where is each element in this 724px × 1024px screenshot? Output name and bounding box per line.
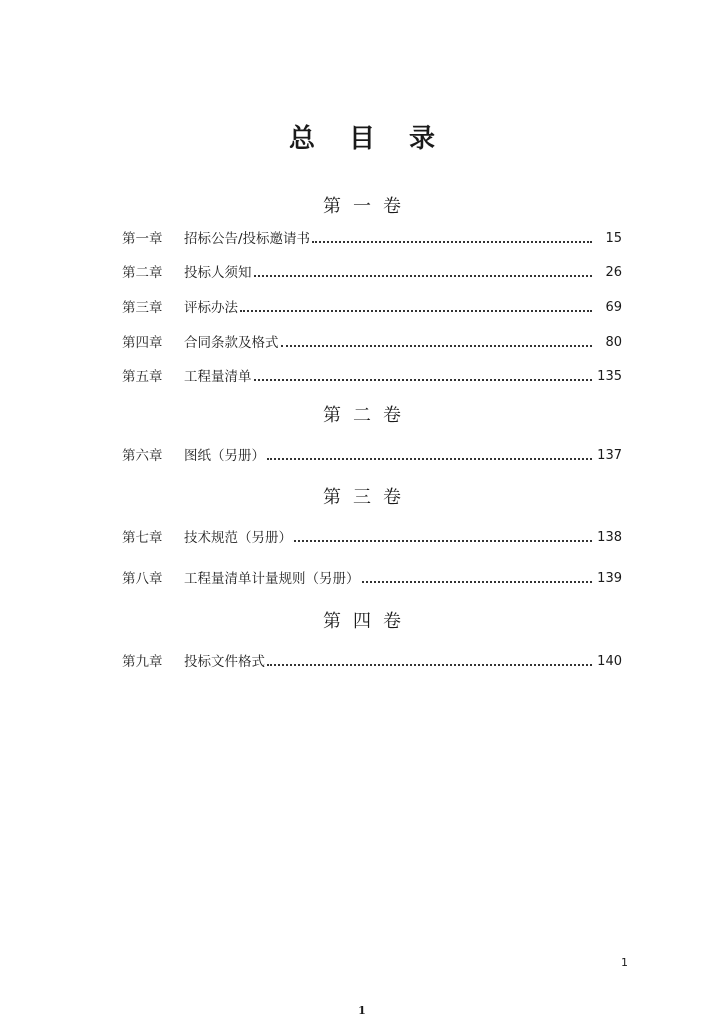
toc-entry[interactable] xyxy=(122,528,622,548)
dot-leader xyxy=(362,581,593,583)
chapter-page: 15 xyxy=(605,231,622,246)
chapter-number: 第六章 xyxy=(122,448,163,464)
chapter-number: 第三章 xyxy=(122,300,163,316)
dot-leader xyxy=(267,458,592,460)
toc-entry[interactable] xyxy=(122,333,622,353)
chapter-page: 139 xyxy=(597,571,622,586)
toc-entry[interactable] xyxy=(122,652,622,672)
chapter-number: 第二章 xyxy=(122,265,163,281)
dot-leader xyxy=(254,275,593,277)
dot-leader xyxy=(294,540,592,542)
chapter-number: 第八章 xyxy=(122,571,163,587)
volume-heading: 第四卷 xyxy=(323,611,413,632)
dot-leader xyxy=(281,345,593,347)
volume-heading: 第一卷 xyxy=(323,196,413,217)
chapter-number: 第九章 xyxy=(122,654,163,670)
chapter-page: 26 xyxy=(605,265,622,280)
toc-entry[interactable] xyxy=(122,263,622,283)
chapter-number: 第四章 xyxy=(122,335,163,351)
chapter-number: 第七章 xyxy=(122,530,163,546)
page-number: 1 xyxy=(621,956,628,969)
dot-leader xyxy=(240,310,592,312)
chapter-number: 第五章 xyxy=(122,369,163,385)
page-title: 总目录 xyxy=(288,124,469,154)
toc-entry[interactable] xyxy=(122,367,622,387)
chapter-page: 140 xyxy=(597,654,622,669)
dot-leader xyxy=(254,379,593,381)
chapter-title: 评标办法 xyxy=(184,300,238,316)
dot-leader xyxy=(267,664,592,666)
toc-entry[interactable] xyxy=(122,446,622,466)
toc-entry[interactable] xyxy=(122,229,622,249)
chapter-page: 138 xyxy=(597,530,622,545)
chapter-title: 工程量清单 xyxy=(184,369,252,385)
volume-heading: 第三卷 xyxy=(323,487,413,508)
chapter-title: 投标文件格式 xyxy=(184,654,265,670)
bottom-page-number: 1 xyxy=(358,1004,366,1017)
chapter-number: 第一章 xyxy=(122,231,163,247)
toc-entry[interactable] xyxy=(122,569,622,589)
chapter-page: 80 xyxy=(605,335,622,350)
chapter-page: 137 xyxy=(597,448,622,463)
chapter-title: 投标人须知 xyxy=(184,265,252,281)
chapter-title: 工程量清单计量规则（另册） xyxy=(184,571,360,587)
dot-leader xyxy=(312,241,592,243)
chapter-title: 合同条款及格式 xyxy=(184,335,279,351)
chapter-title: 技术规范（另册） xyxy=(184,530,292,546)
chapter-page: 135 xyxy=(597,369,622,384)
chapter-title: 招标公告/投标邀请书 xyxy=(184,231,311,247)
volume-heading: 第二卷 xyxy=(323,405,413,426)
chapter-title: 图纸（另册） xyxy=(184,448,265,464)
chapter-page: 69 xyxy=(605,300,622,315)
toc-entry[interactable] xyxy=(122,298,622,318)
